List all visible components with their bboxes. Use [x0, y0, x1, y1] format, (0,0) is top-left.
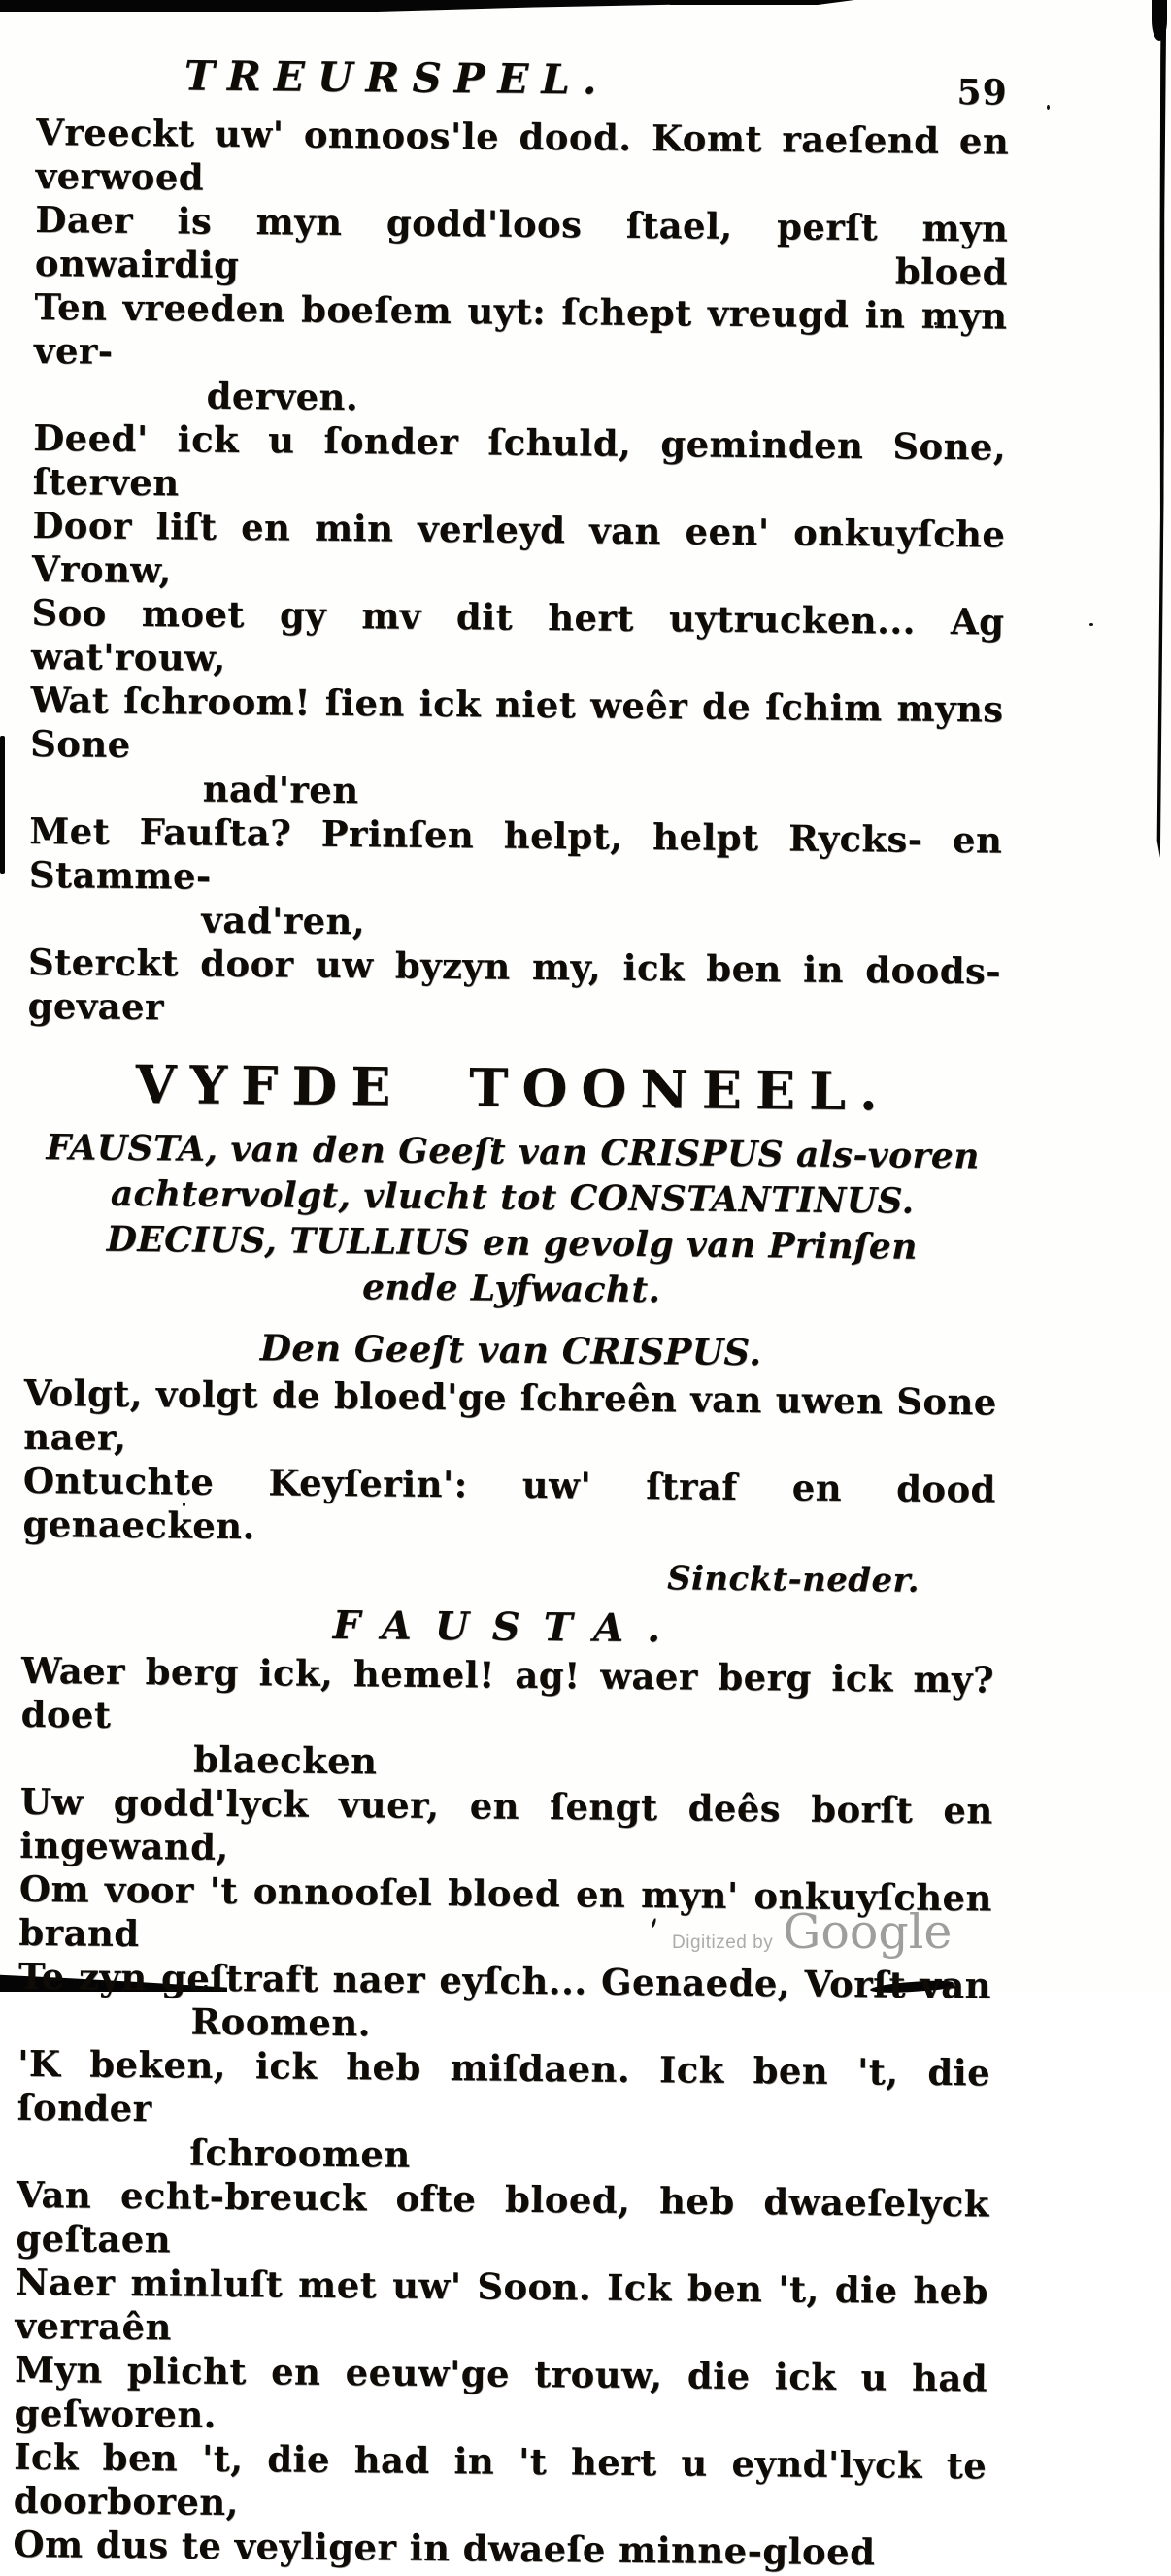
scene-heading: VYFDE TOONEEL.: [135, 1053, 892, 1123]
page-number: 59: [956, 72, 1008, 114]
verse-line: Te zyn geſtraft naer eyſch... Genaede, Vorſt van: [17, 1954, 992, 2007]
verse-line: Sterckt door uw byzyn my, ick ben in doods-gevaer: [27, 940, 1002, 1029]
verse-line: Ontuchte Keyſerin': uw' ſtraf en dood genaecken.: [22, 1458, 997, 1548]
verse-line: ſchroomen: [189, 2130, 411, 2176]
ink-speck: [1047, 105, 1050, 110]
google-watermark: [672, 1904, 952, 1960]
stage-cue-sinckt-neder: Sinckt-neder.: [666, 1559, 920, 1601]
verse-line: Ten vreeden boeſem uyt: ſchept vreugd in myn ver-: [33, 284, 1008, 373]
verse-line: Soo moet gy mv dit hert uytrucken... Ag wat'rouw,: [30, 590, 1005, 679]
verse-line: derven.: [206, 374, 359, 419]
stage-direction-line: achtervolgt, vlucht tot CONSTANTINUS.: [110, 1172, 915, 1222]
ink-speck: [1089, 623, 1093, 626]
verse-block-fausta-opening: [27, 111, 1009, 1038]
verse-line: Myn plicht en eeuw'ge trouw, die ick u had geſworen.: [14, 2347, 988, 2436]
verse-line: Van echt-breuck ofte bloed, heb dwaeſelyck geſtaen: [16, 2172, 989, 2262]
verse-line: Ick ben 't, die had in 't hert u eynd'lyck te doorboren,: [13, 2434, 987, 2525]
verse-line: Volgt, volgt de bloed'ge ſchreên van uwen Sone naer,: [23, 1371, 997, 1459]
page-text-column: [13, 52, 1010, 2575]
verse-line: Om dus te veyliger in dwaeſe minne-gloed: [13, 2522, 876, 2574]
speaker-name-geest-van-crispus: Den Geeſt van CRISPUS.: [259, 1326, 762, 1374]
verse-block-geest: [22, 1371, 997, 1556]
scan-artifact-binding-line: [1156, 0, 1167, 858]
verse-line: Met Fauſta? Prinſen helpt, helpt Rycks- en Stamme-: [28, 809, 1003, 898]
stage-direction-line: FAUSTA, van den Geeſt van CRISPUS als-voren: [46, 1127, 980, 1177]
verse-line: Uw godd'lyck vuer, en ſengt deês borſt en ingewand,: [19, 1779, 993, 1868]
verse-line: vad'ren,: [201, 898, 366, 943]
running-title: TREURSPEL.: [184, 51, 610, 104]
stage-directions: [25, 1125, 1000, 1317]
verse-line: Naer minluſt met uw' Soon. Ick ben 't, die heb verraên: [15, 2260, 989, 2349]
verse-line: Waer berg ick, hemel! ag! waer berg ick my? doet: [20, 1648, 995, 1736]
verse-line: nad'ren: [202, 767, 359, 812]
verse-line: Roomen.: [190, 1999, 372, 2045]
page-header: [36, 52, 1010, 120]
scan-artifact-top-bar-tail: [670, 0, 854, 5]
verse-line: Daer is myn godd'loos ſtael, perſt myn onwairdig bloed: [34, 197, 1009, 294]
scan-artifact-top-bar: [0, 0, 686, 12]
verse-line: Door liſt en min verleyd van een' onkuyſche Vronw,: [31, 503, 1006, 592]
verse-block-fausta-confession: [13, 1649, 994, 2576]
verse-line: Om voor 't onnooſel bloed en myn' onkuyſchen brand: [18, 1866, 993, 1956]
google-logo: Google: [783, 1904, 953, 1960]
stage-direction-line: ende Lyfwacht.: [361, 1267, 661, 1311]
verse-line: Vreeckt uw' onnoos'le dood. Komt raeſend en verwoed: [35, 110, 1010, 199]
digitized-by-label: Digitized by: [672, 1932, 774, 1953]
speaker-name-fausta: FAUSTA.: [332, 1602, 685, 1652]
verse-line: blaecken: [192, 1737, 378, 1783]
stage-direction-line: DECIUS, TULLIUS en gevolg van Prinſen: [106, 1218, 918, 1268]
scan-artifact-left-edge-mark: [0, 736, 5, 874]
verse-line: Deed' ick u ſonder ſchuld, geminden Sone, ſterven: [32, 415, 1007, 505]
verse-line: 'K beken, ick heb miſdaen. Ick ben 't, die ſonder: [17, 2041, 991, 2130]
verse-line: Wat ſchroom! ſien ick niet weêr de ſchim myns Sone: [29, 677, 1004, 766]
